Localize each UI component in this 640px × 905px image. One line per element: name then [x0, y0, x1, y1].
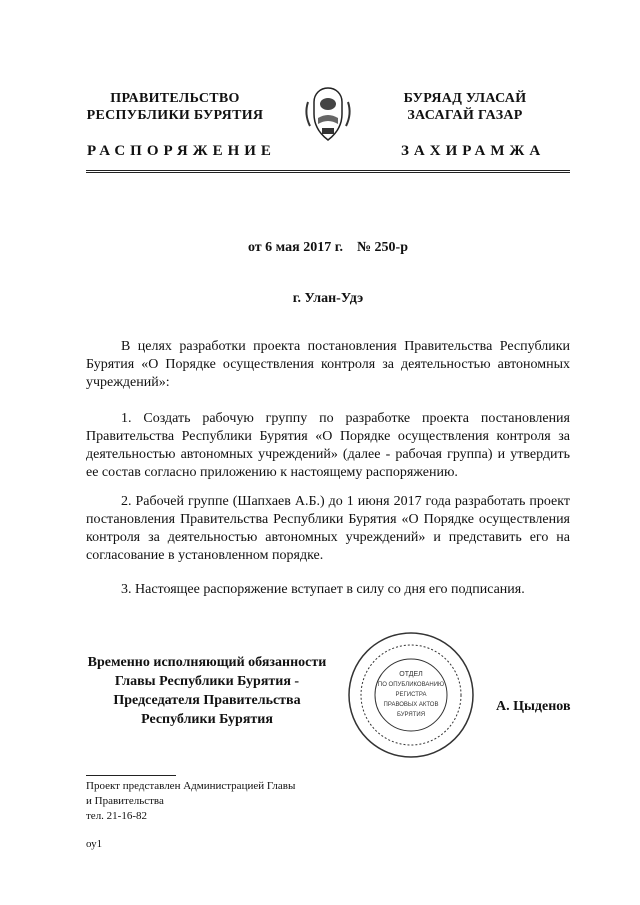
signatory-title-line-4: Республики Бурятия	[141, 712, 273, 727]
stamp-text-line-1: ОТДЕЛ	[399, 671, 423, 678]
preamble-paragraph: В целях разработки проекта постановления Правительства Республики Бурятия «О Порядке осуществления контроля за деятельностью автономных учреждений»:	[86, 339, 570, 390]
stamp-text-line-5: БУРЯТИЯ	[396, 712, 426, 718]
header-left-line-2: РЕСПУБЛИКИ БУРЯТИЯ	[86, 108, 264, 123]
signatory-name: А. Цыденов	[496, 699, 571, 714]
footnote-line-2: и Правительства	[86, 795, 164, 807]
stamp-text-line-2: ПО ОПУБЛИКОВАНИЮ	[377, 682, 445, 688]
header-divider	[86, 170, 570, 173]
signatory-title	[62, 653, 352, 729]
header-left-line-1: ПРАВИТЕЛЬСТВО	[110, 91, 240, 106]
document-city: г. Улан-Удэ	[292, 291, 364, 306]
document-type-ru: РАСПОРЯЖЕНИЕ	[87, 143, 276, 159]
signatory-title-line-3: Председателя Правительства	[113, 693, 301, 708]
stamp-text-line-3: РЕГИСТРА	[395, 692, 427, 698]
header-right-line-2: ЗАСАГАЙ ГАЗАР	[407, 108, 523, 123]
document-date-number: от 6 мая 2017 г. № 250-р	[247, 240, 408, 255]
clause-1-paragraph: 1. Создать рабочую группу по разработке проекта постановления Правительства Республики Бурятия «О Порядке осуществления контроля за деятельностью автономных учреждений» (далее - рабочая группа) и утвердить ее состав согласно приложению к настоящему распоряжению.	[86, 411, 570, 480]
clause-3-paragraph: 3. Настоящее распоряжение вступает в силу со дня его подписания.	[121, 582, 525, 597]
coat-of-arms-emblem-icon	[300, 84, 356, 144]
footnote-line-3: тел. 21-16-82	[86, 810, 148, 822]
header-right-line-1: БУРЯАД УЛАСАЙ	[403, 91, 527, 106]
clause-2-paragraph: 2. Рабочей группе (Шапхаев А.Б.) до 1 июня 2017 года разработать проект постановления Правительства Республики Бурятия «О Порядке осуществления контроля за деятельностью автономных учреждений» и представить его на согласование в установленном порядке.	[86, 494, 570, 563]
header-right-title	[380, 90, 550, 124]
footnote-line-1: Проект представлен Администрацией Главы	[86, 780, 296, 792]
footnote	[86, 779, 346, 824]
official-round-stamp-icon	[346, 630, 476, 760]
signatory-title-line-1: Временно исполняющий обязанности	[87, 655, 327, 670]
signatory-title-line-2: Главы Республики Бурятия -	[114, 674, 300, 689]
header-left-title	[60, 90, 290, 124]
document-type-bua: ЗАХИРАМЖА	[401, 143, 546, 159]
document-code: оу1	[86, 838, 103, 850]
stamp-text-line-4: ПРАВОВЫХ АКТОВ	[383, 702, 439, 708]
footnote-divider	[86, 775, 176, 776]
